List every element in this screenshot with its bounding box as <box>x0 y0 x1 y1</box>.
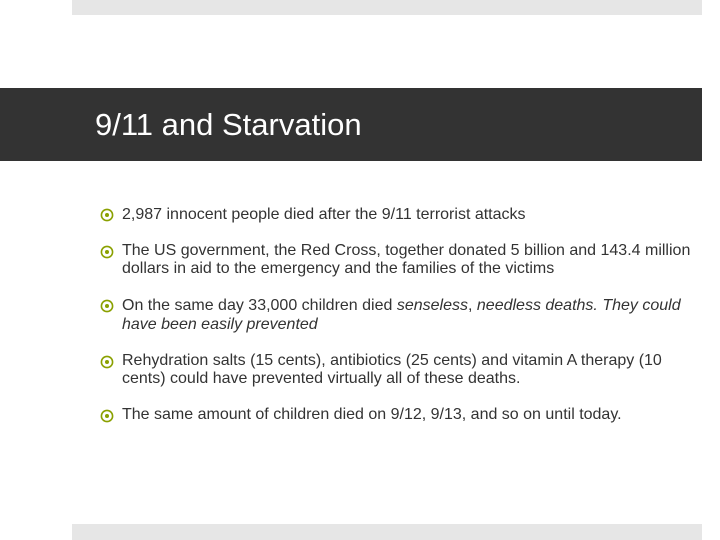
bullet-emphasis: They could have been easily prevented <box>122 297 681 333</box>
target-circle-icon <box>100 299 114 313</box>
bullet-emphasis: needless deaths. <box>476 297 598 314</box>
bullet-text: The US government, the Red Cross, together donated 5 billion and 143.4 million dollars in aid to the emergency and the families of the victims <box>122 242 691 277</box>
bullet-text: The same amount of children died on 9/12, 9/13, and so on until today. <box>122 406 622 423</box>
target-circle-icon <box>100 409 114 423</box>
bullet-item <box>100 205 700 224</box>
bullet-separator: , <box>468 297 477 314</box>
bullet-list <box>100 205 700 424</box>
bullet-text: On the same day 33,000 children died <box>122 297 397 314</box>
bullet-item <box>100 296 700 334</box>
target-circle-icon <box>100 355 114 369</box>
bullet-item <box>100 242 700 278</box>
target-circle-icon <box>100 208 114 222</box>
bullet-item <box>100 352 700 388</box>
target-circle-icon <box>100 245 114 259</box>
slide-title: 9/11 and Starvation <box>95 107 362 142</box>
bullet-text: 2,987 innocent people died after the 9/11 terrorist attacks <box>122 206 526 223</box>
bullet-item <box>100 406 700 424</box>
bullet-text: Rehydration salts (15 cents), antibiotics (25 cents) and vitamin A therapy (10 cents) could have prevented virtually all of these deaths. <box>122 352 662 387</box>
top-accent-strip <box>72 0 702 15</box>
bullet-emphasis: senseless <box>396 297 468 314</box>
bottom-accent-strip <box>72 524 702 540</box>
